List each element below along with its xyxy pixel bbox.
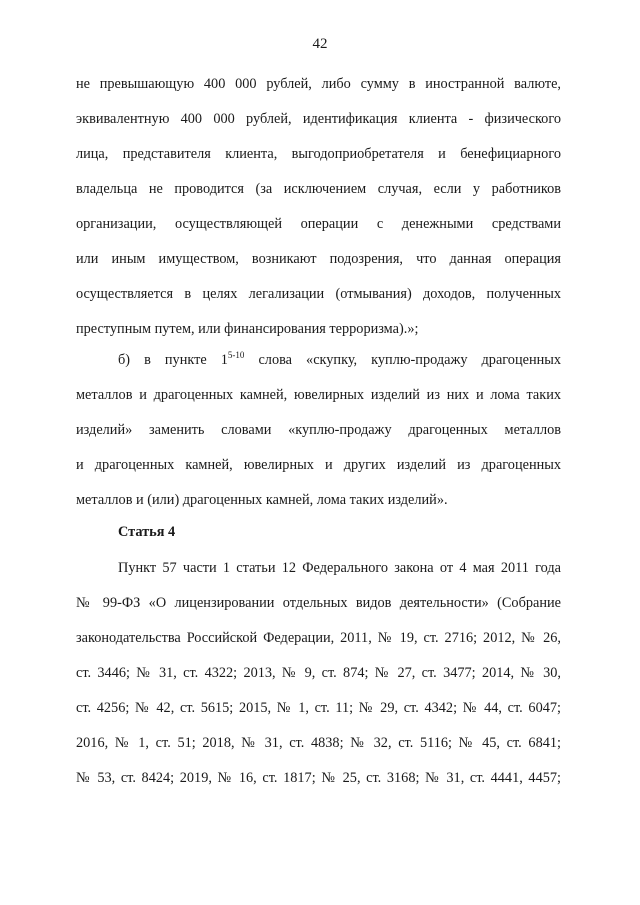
paragraph-1-line: эквивалентную 400 000 рублей, идентификация клиента - физического xyxy=(76,111,561,127)
paragraph-2-lead: б) в пункте 1 xyxy=(118,352,228,368)
paragraph-1-line: лица, представителя клиента, выгодоприобретателя и бенефициарного xyxy=(76,146,561,162)
paragraph-1 xyxy=(76,67,561,347)
paragraph-2-lead-rest: слова «скупку, куплю-продажу драгоценных xyxy=(244,352,562,368)
paragraph-1-line: владельца не проводится (за исключением случая, если у работников xyxy=(76,181,561,197)
paragraph-3-line: № 99-ФЗ «О лицензировании отдельных видов деятельности» (Собрание xyxy=(76,595,561,611)
paragraph-3-line: № 53, ст. 8424; 2019, № 16, ст. 1817; № 25, ст. 3168; № 31, ст. 4441, 4457; xyxy=(76,770,561,786)
paragraph-2 xyxy=(76,343,561,518)
paragraph-3 xyxy=(76,551,561,796)
paragraph-1-line: преступным путем, или финансирования терроризма).»; xyxy=(76,321,419,337)
paragraph-3-line: законодательства Российской Федерации, 2011, № 19, ст. 2716; 2012, № 26, xyxy=(76,630,561,646)
paragraph-1-line: организации, осуществляющей операции с денежными средствами xyxy=(76,216,561,232)
page-number: 42 xyxy=(312,36,328,52)
paragraph-2-line: металлов и (или) драгоценных камней, лома таких изделий». xyxy=(76,492,448,508)
paragraph-2-line: изделий» заменить словами «куплю-продажу драгоценных металлов xyxy=(76,422,561,438)
paragraph-3-line: 2016, № 1, ст. 51; 2018, № 31, ст. 4838; № 32, ст. 5116; № 45, ст. 6841; xyxy=(76,735,561,751)
paragraph-2-line: и драгоценных камней, ювелирных и других изделий из драгоценных xyxy=(76,457,561,473)
paragraph-1-line: или иным имуществом, возникают подозрения, что данная операция xyxy=(76,251,561,267)
paragraph-3-line: ст. 4256; № 42, ст. 5615; 2015, № 1, ст. 11; № 29, ст. 4342; № 44, ст. 6047; xyxy=(76,700,561,716)
paragraph-2-first-line xyxy=(76,343,561,378)
paragraph-3-line: Пункт 57 части 1 статьи 12 Федерального закона от 4 мая 2011 года xyxy=(118,560,561,576)
paragraph-3-line: ст. 3446; № 31, ст. 4322; 2013, № 9, ст. 874; № 27, ст. 3477; 2014, № 30, xyxy=(76,665,561,681)
paragraph-2-line: металлов и драгоценных камней, ювелирных изделий из них и лома таких xyxy=(76,387,561,403)
article-heading: Статья 4 xyxy=(118,524,176,540)
paragraph-1-line: не превышающую 400 000 рублей, либо сумму в иностранной валюте, xyxy=(76,76,561,92)
paragraph-1-line: осуществляется в целях легализации (отмывания) доходов, полученных xyxy=(76,286,561,302)
article-heading-block xyxy=(76,515,561,550)
paragraph-2-superscript: 5-10 xyxy=(227,350,245,360)
